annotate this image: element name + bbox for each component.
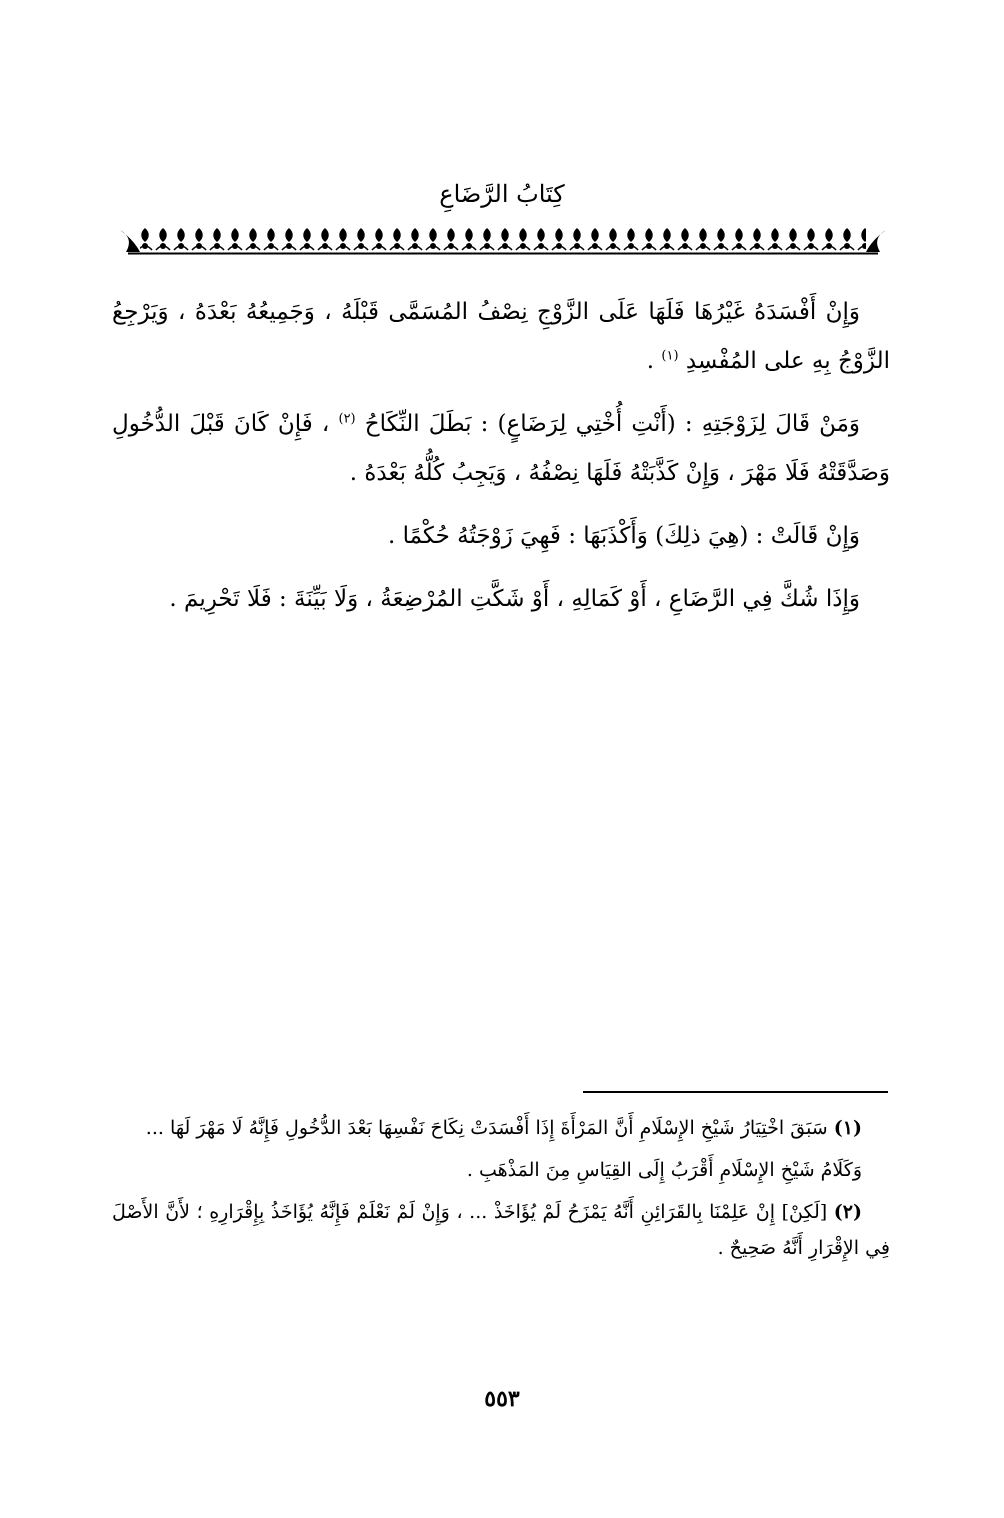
- paragraph-tail: .: [646, 348, 662, 374]
- main-text: [112, 288, 890, 638]
- paragraph-2: [112, 400, 890, 498]
- footnote-text: سَبَقَ اخْتِيَارُ شَيْخِ الإِسْلَامِ أَنَّ المَرْأَةَ إِذَا أَفْسَدَتْ نِكَاحَ نَفْسِهَا بَعْدَ الدُّخُولِ فَإِنَّهُ لَا مَهْرَ لَهَا ...: [145, 1117, 828, 1139]
- paragraph-3: [112, 512, 890, 561]
- footnote-separator: [583, 1091, 888, 1093]
- paragraph-text: وَمَنْ قَالَ لِزَوْجَتِهِ : (أَنْتِ أُخْتِي لِرَضَاعٍ) : بَطَلَ النِّكَاحُ: [364, 411, 861, 437]
- footnotes: [112, 1110, 890, 1272]
- footnote-number: (١): [833, 1117, 862, 1139]
- footnote-number: (٢): [833, 1201, 862, 1223]
- page-number: ٥٥٣: [484, 1386, 520, 1412]
- footnote-text: [لَكِنْ] إِنْ عَلِمْنَا بِالقَرَائِنِ أَنَّهُ يَمْزَحُ لَمْ يُؤَاخَذْ ... ، وَإِنْ لَمْ نَعْلَمْ فَإِنَّهُ يُؤَاخَذُ بِإِقْرَارِهِ ؛ لأَنَّ الأَصْلَ فِي الإِقْرَارِ أَنَّهُ صَحِيحٌ .: [112, 1201, 890, 1259]
- footnote-ref-2[interactable]: (٢): [338, 411, 356, 427]
- paragraph-tail: ، فَإِنْ كَانَ قَبْلَ الدُّخُولِ وَصَدَّقَتْهُ فَلَا مَهْرَ ، وَإِنْ كَذَّبَتْهُ فَلَهَا نِصْفُهُ ، وَيَجِبُ كُلُّهُ بَعْدَهُ .: [112, 411, 890, 486]
- footnote-2: [112, 1194, 890, 1266]
- paragraph-text: وَإِنْ قَالَتْ : (هِيَ ذلِكَ) وَأَكْذَبَهَا : فَهِيَ زَوْجَتُهُ حُكْمًا .: [387, 523, 860, 549]
- footnote-1-continued: [112, 1152, 890, 1188]
- footnote-text: وَكَلَامُ شَيْخِ الإِسْلَامِ أَقْرَبُ إِلَى القِيَاسِ مِنَ المَذْهَبِ .: [466, 1159, 862, 1181]
- footnote-1: [112, 1110, 890, 1146]
- chapter-title: كِتَابُ الرَّضَاعِ: [439, 180, 565, 208]
- footnote-ref-1[interactable]: (١): [661, 348, 679, 364]
- paragraph-text: وَإِذَا شُكَّ فِي الرَّضَاعِ ، أَوْ كَمَالِهِ ، أَوْ شَكَّتِ المُرْضِعَةُ ، وَلَا بَيِّنَةَ : فَلَا تَحْرِيمَ .: [169, 586, 860, 612]
- paragraph-text: وَإِنْ أَفْسَدَهُ غَيْرُهَا فَلَهَا عَلَى الزَّوْجِ نِصْفُ المُسَمَّى قَبْلَهُ ، وَجَمِيعُهُ بَعْدَهُ ، وَيَرْجِعُ الزَّوْجُ بِهِ على المُفْسِدِ: [112, 299, 890, 374]
- ornamental-divider: [118, 222, 888, 256]
- paragraph-1: [112, 288, 890, 386]
- paragraph-4: [112, 575, 890, 624]
